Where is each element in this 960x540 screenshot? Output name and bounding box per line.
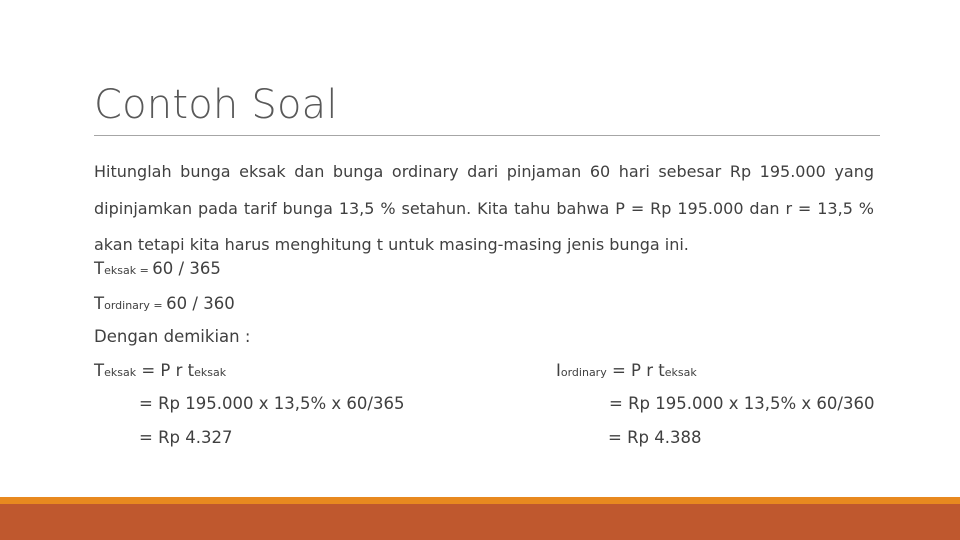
right-result: = Rp 4.388 — [608, 428, 702, 447]
t-eksak-symbol: T — [94, 259, 105, 278]
right-calculation: = Rp 195.000 x 13,5% x 60/360 — [609, 394, 875, 413]
right-formula-body: = P r t — [606, 361, 665, 380]
right-formula-t-subscript: eksak — [664, 366, 697, 379]
t-ordinary-line — [94, 294, 235, 313]
problem-paragraph: Hitunglah bunga eksak dan bunga ordinary dari pinjaman 60 hari sebesar Rp 195.000 yang dipinjamkan pada tarif bunga 13,5 % setahun. Kita tahu bahwa P = Rp 195.000 dan r = 13,5 % akan tetapi kita harus menghitung t untuk masing-masing jenis bunga ini. — [94, 162, 874, 254]
left-formula-t-subscript: eksak — [194, 366, 227, 379]
t-ordinary-value: 60 / 360 — [166, 294, 235, 313]
left-result: = Rp 4.327 — [139, 428, 233, 447]
right-formula-subscript: ordinary — [560, 366, 607, 379]
footer-band — [0, 504, 960, 540]
right-formula-symbol: I — [556, 361, 561, 380]
slide-title: Contoh Soal — [94, 82, 338, 128]
left-calculation: = Rp 195.000 x 13,5% x 60/365 — [139, 394, 405, 413]
right-formula — [556, 361, 697, 380]
dengan-demikian-text: Dengan demikian : — [94, 327, 251, 346]
left-formula — [94, 361, 226, 380]
title-divider — [94, 135, 880, 136]
t-ordinary-symbol: T — [94, 294, 105, 313]
t-eksak-subscript: eksak = — [104, 264, 153, 277]
left-formula-subscript: eksak — [104, 366, 137, 379]
t-eksak-line — [94, 259, 221, 278]
left-formula-body: = P r t — [136, 361, 195, 380]
left-formula-symbol: T — [94, 361, 105, 380]
t-eksak-value: 60 / 365 — [152, 259, 221, 278]
t-ordinary-subscript: ordinary = — [104, 299, 167, 312]
footer-accent-stripe — [0, 497, 960, 504]
